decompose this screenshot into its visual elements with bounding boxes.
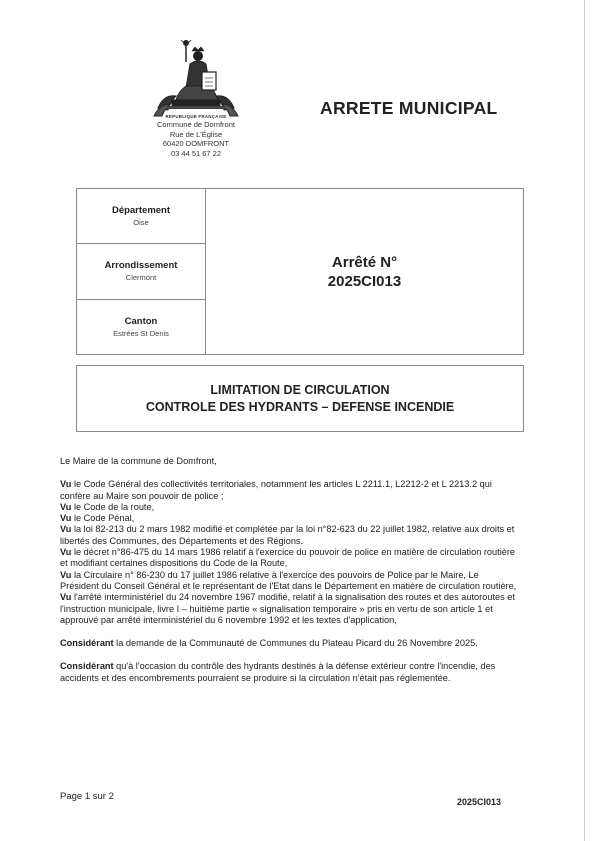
document-title: ARRETE MUNICIPAL <box>320 98 498 118</box>
vu-keyword: Vu <box>60 592 72 603</box>
considerant-text: la demande de la Communauté de Communes du Plateau Picard du 26 Novembre 2025. <box>113 638 478 649</box>
considerant-hydrants <box>60 661 520 684</box>
canton-cell <box>77 300 205 354</box>
administrative-info-box <box>76 188 524 355</box>
commune-address-block <box>130 114 262 158</box>
considerant-keyword: Considérant <box>60 638 114 649</box>
vu-text: la loi 82-213 du 2 mars 1982 modifié et complétée par la loi n°82-623 du 22 juillet 1982, relative aux droits et libertés des Communes, des Départements et des Régions. <box>60 524 515 546</box>
considerant-keyword: Considérant <box>60 661 114 672</box>
republic-label: RÉPUBLIQUE FRANÇAISE <box>165 114 227 119</box>
vu-text: le Code Général des collectivités territoriales, notamment les articles L 2211.1, L2212-2 et L 2213.2 qui confère au Maire son pouvoir de police ; <box>60 479 492 501</box>
arrondissement-value: Clermont <box>125 273 157 283</box>
departement-cell <box>77 189 205 244</box>
arrete-number: 2025CI013 <box>327 272 402 290</box>
subject-line-2: CONTROLE DES HYDRANTS – DEFENSE INCENDIE <box>145 399 455 414</box>
vu-code-route <box>60 502 520 513</box>
vu-code-collectivites <box>60 479 520 502</box>
page-number: Page 1 sur 2 <box>60 791 114 802</box>
vu-text: le Code de la route, <box>71 501 155 512</box>
subject-line-1: LIMITATION DE CIRCULATION <box>210 382 390 397</box>
considerant-demande <box>60 638 520 649</box>
vu-arrete-interministeriel <box>60 592 520 626</box>
vu-text: l'arrêté interministériel du 24 novembre 1967 modifié, relatif à la signalisation des routes et des autoroutes et l'instruction municipale, livre I – huitième partie « signalisation temporaire » pris en vertu de son article 1 et approuvé par arrêté interministériel du 6 novembre 1992 et les textes d'application, <box>60 592 515 625</box>
vu-keyword: Vu <box>60 524 72 535</box>
departement-label: Département <box>111 205 171 217</box>
canton-value: Estrées St Denis <box>113 328 169 338</box>
vu-keyword: Vu <box>60 569 72 580</box>
arrete-label: Arrêté N° <box>331 253 398 271</box>
vu-keyword: Vu <box>60 513 72 524</box>
vu-keyword: Vu <box>60 547 72 558</box>
commune-phone: 03 44 51 67 22 <box>170 148 222 158</box>
vu-text: la Circulaire n° 86-230 du 17 juillet 1986 relative à l'exercice des pouvoirs de Police par le Maire, Le Président du Conseil Général et le représentant de l'Etat dans le Département en matière de circulation routière, <box>60 569 517 591</box>
subject-box <box>76 365 524 432</box>
vu-keyword: Vu <box>60 501 72 512</box>
commune-postal: 60420 DOMFRONT <box>162 139 230 149</box>
marianne-republic-emblem-icon <box>148 38 244 120</box>
vu-circulaire-86-230 <box>60 570 520 593</box>
vu-loi-82-213 <box>60 524 520 547</box>
vu-text: le décret n°86-475 du 14 mars 1986 relatif à l'exercice du pouvoir de police en matière de circulation routière et modifiant certaines dispositions du Code de la Route, <box>60 547 516 569</box>
vu-code-penal <box>60 513 520 524</box>
vu-decret-86-475 <box>60 547 520 570</box>
canton-label: Canton <box>124 315 158 327</box>
commune-name: Commune de Domfront <box>157 120 235 129</box>
vu-text: le Code Pénal, <box>71 513 135 524</box>
arrete-number-panel <box>206 189 523 354</box>
departement-value: Oise <box>133 218 149 228</box>
commune-street: Rue de L'Église <box>169 129 223 139</box>
page-edge <box>584 0 585 841</box>
arrondissement-cell <box>77 244 205 299</box>
vu-keyword: Vu <box>60 479 72 490</box>
document-body <box>60 456 520 684</box>
intro-paragraph: Le Maire de la commune de Domfront, <box>60 456 217 466</box>
considerant-text: qu'à l'occasion du contrôle des hydrants destinés à la défense extérieur contre l'incendie, des accidents et des encombrements pourraient se produire si la circulation n'était pas réglementée. <box>60 661 496 683</box>
admin-column <box>77 189 206 354</box>
footer-reference: 2025CI013 <box>457 797 502 807</box>
arrondissement-label: Arrondissement <box>104 260 178 272</box>
